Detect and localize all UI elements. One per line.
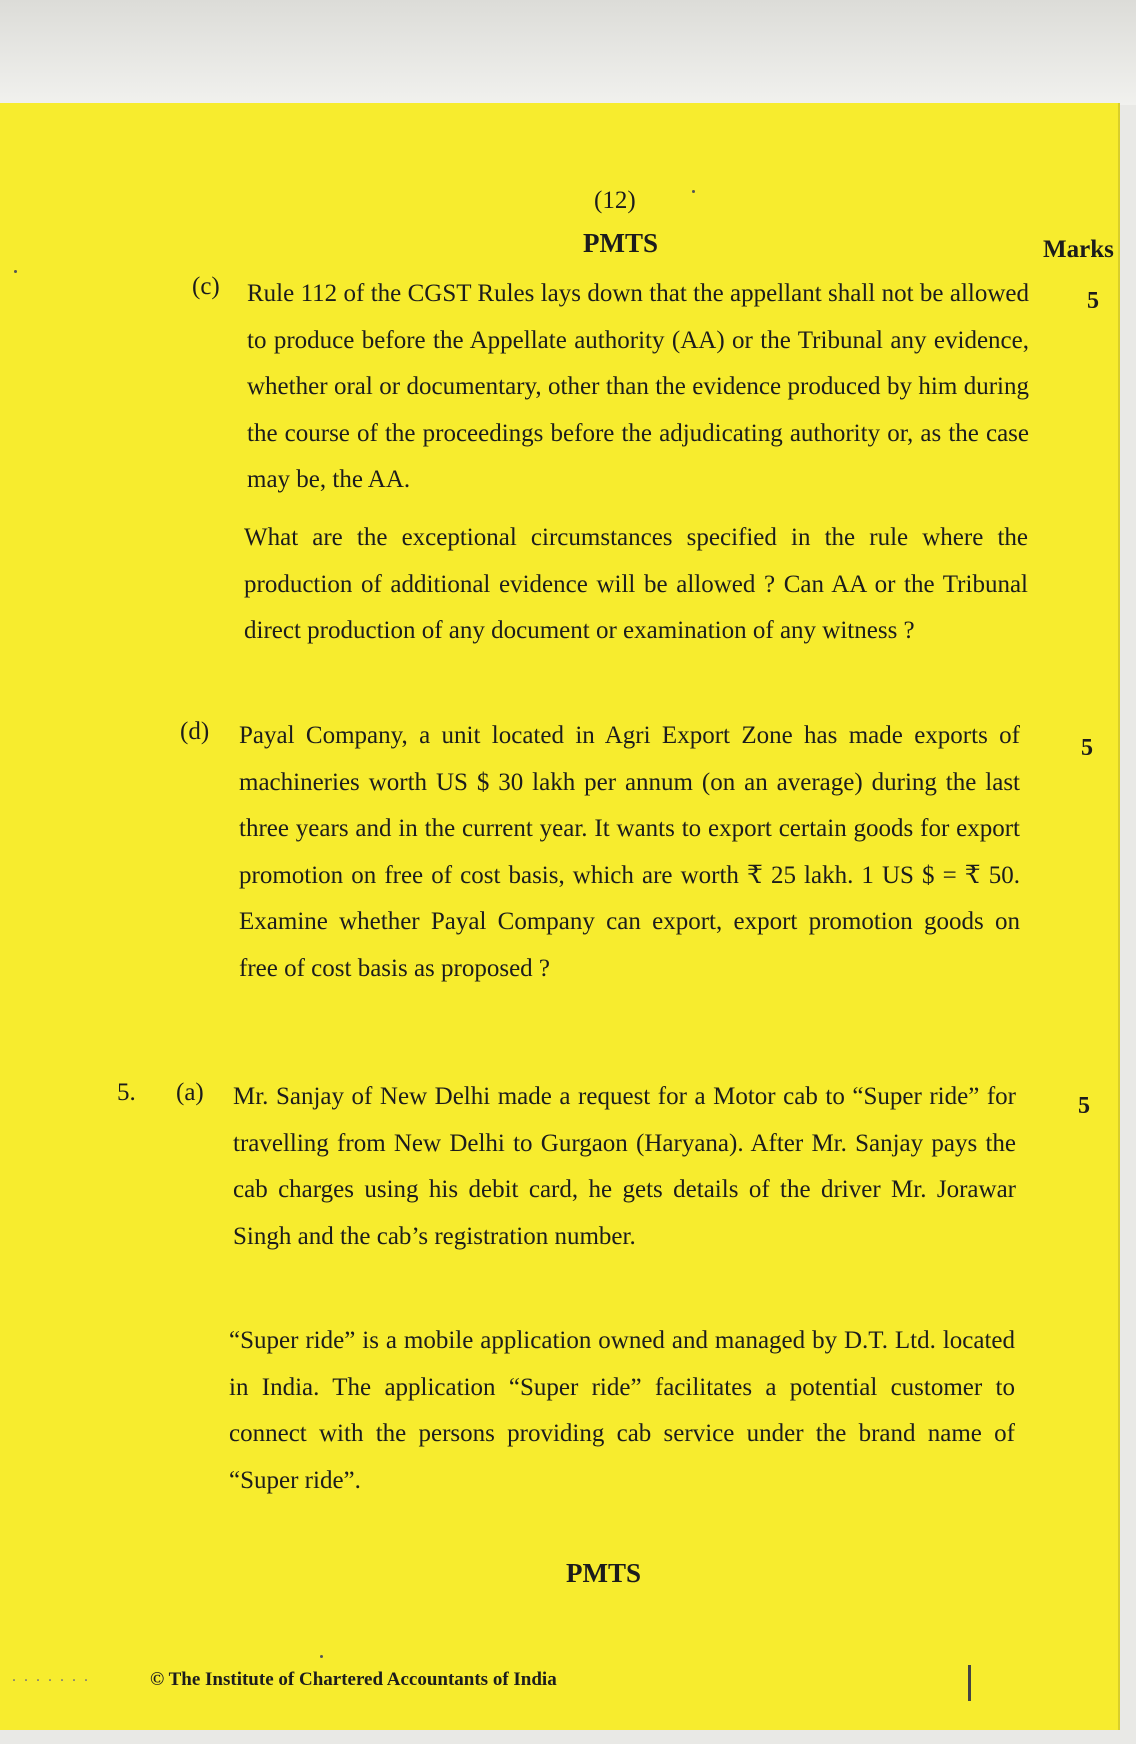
question-d-marks: 5 xyxy=(1081,735,1093,761)
question-c-label: (c) xyxy=(192,273,220,300)
question-d-text: Payal Company, a unit located in Agri Export Zone has made exports of machineries worth US $ 30 lakh per annum (on an average) during the last three years and in the current year. It wants to export certain goods for export promotion on free of cost basis, which are worth ₹ 25 lakh. 1 US $ = ₹ 50. Examine whether Payal Company can export, export promotion goods on free of cost basis as proposed ? xyxy=(239,722,1020,982)
page-number: (12) xyxy=(594,187,636,214)
scan-background xyxy=(0,0,1136,105)
question-5a-marks: 5 xyxy=(1078,1093,1090,1119)
question-5-number: 5. xyxy=(117,1079,136,1106)
scan-speck xyxy=(692,190,695,193)
margin-tick xyxy=(968,1665,971,1701)
question-5a-text: Mr. Sanjay of New Delhi made a request for a Motor cab to “Super ride” for travelling from New Delhi to Gurgaon (Haryana). After Mr. Sanjay pays the cab charges using his debit card, he gets details of the driver Mr. Jorawar Singh and the cab’s registration number. xyxy=(233,1083,1016,1250)
marks-heading: Marks xyxy=(1043,236,1114,263)
header-code: PMTS xyxy=(583,228,659,258)
question-d-label: (d) xyxy=(180,718,210,745)
copyright-notice: © The Institute of Chartered Accountants of India xyxy=(150,1669,557,1690)
question-5a-label: (a) xyxy=(176,1079,204,1106)
footer-code: PMTS xyxy=(566,1558,642,1588)
question-c-followup: What are the exceptional circumstances specified in the rule where the production of additional evidence will be allowed ? Can AA or the Tribunal direct production of any document or examination of any witness ? xyxy=(244,524,1028,644)
scan-speck xyxy=(14,270,17,273)
question-c-text: Rule 112 of the CGST Rules lays down that the appellant shall not be allowed to produce before the Appellate authority (AA) or the Tribunal any evidence, whether oral or documentary, other than the evidence produced by him during the course of the proceedings before the adjudicating authority or, as the case may be, the AA. xyxy=(247,280,1029,493)
margin-marks: . . . . . . . xyxy=(12,1668,90,1685)
question-c-marks: 5 xyxy=(1087,288,1099,314)
scan-speck xyxy=(320,1655,323,1658)
question-5a-context: “Super ride” is a mobile application owned and managed by D.T. Ltd. located in India. The application “Super ride” facilitates a potential customer to connect with the persons providing cab service under the brand name of “Super ride”. xyxy=(229,1327,1015,1494)
